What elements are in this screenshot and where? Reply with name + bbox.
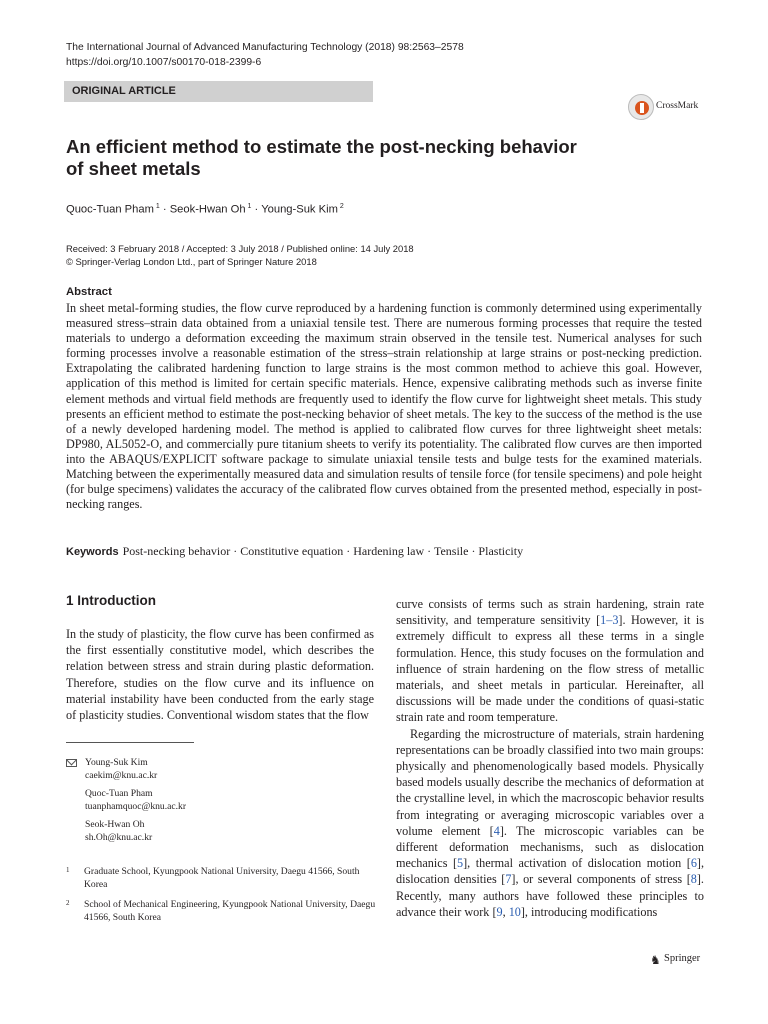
contact-email[interactable]: tuanphamquoc@knu.ac.kr xyxy=(85,800,187,812)
affiliation-text: Graduate School, Kyungpook National University, Daegu 41566, South Korea xyxy=(84,866,360,890)
contact-name: Seok-Hwan Oh xyxy=(85,819,145,831)
citation-link[interactable]: 1–3 xyxy=(600,613,619,628)
keywords xyxy=(66,544,706,559)
article-type-banner: ORIGINAL ARTICLE xyxy=(64,81,373,102)
author-name[interactable]: Seok-Hwan Oh xyxy=(169,203,246,216)
abstract-text: In sheet metal-forming studies, the flow curve reproduced by a hardening function is commonly determined using experimentally measured stress–strain data obtained from a uniaxial tensile test. There are numerous forming processes that require the tested materials to undergo a deformation exceeding the maximum strain observed in the tensile test. Numerical analyses for such forming processes involve a reasonable estimation of the stress–strain relationship at large strains or post-necking prediction. Extrapolating the calibrated hardening function to large strains is the most common method to achieve this goal. However, application of this method is limited for certain specific materials. Hence, expensive calibrating methods such as inverse finite element methods and virtual field methods are frequently used to identify the flow curve for lightweight sheet metals. This study presents an efficient method to estimate the post-necking behavior of sheet metals. The key to the success of the method is the use of a newly developed hardening model. The method is applied to calibrated flow curves for three lightweight sheet metals: DP980, AL5052-O, and commercially pure titanium sheets to verify its potentiality. The calibrated flow curves are then imported into the ABAQUS/EXPLICIT software package to simulate uniaxial tensile tests and bulge tests for the examined materials. Matching between the experimentally measured data and simulation results of tensile force (for tensile specimens) and pole height (for bulge specimens) validates the accuracy of the calibrated flow curves obtained from the presented method, especially in post-necking ranges. xyxy=(66,301,702,512)
contact-email[interactable]: caekim@knu.ac.kr xyxy=(85,769,158,781)
author-list xyxy=(66,203,344,216)
contact-name: Young-Suk Kim xyxy=(85,757,148,768)
affiliation-entry xyxy=(66,866,376,891)
affiliation-text: School of Mechanical Engineering, Kyungpook National University, Daegu 41566, South Korea xyxy=(84,899,376,923)
author-affiliation-mark: 1 xyxy=(155,203,160,210)
springer-horse-icon: ♞ xyxy=(650,953,661,967)
contact-entry xyxy=(66,819,186,844)
affiliation-number: 1 xyxy=(66,866,70,874)
affiliations xyxy=(66,866,376,932)
citation-link[interactable]: 8 xyxy=(690,872,697,887)
contact-name: Quoc-Tuan Pham xyxy=(85,788,153,800)
section-heading-introduction: 1 Introduction xyxy=(66,593,156,608)
citation-link[interactable]: 5 xyxy=(457,856,464,871)
citation-link[interactable]: 6 xyxy=(690,856,697,871)
envelope-icon xyxy=(66,759,77,767)
contact-email[interactable]: sh.Oh@knu.ac.kr xyxy=(85,831,153,843)
citation-link[interactable]: 10 xyxy=(508,904,521,919)
journal-citation: The International Journal of Advanced Manufacturing Technology (2018) 98:2563–2578 xyxy=(66,42,464,53)
contact-entry xyxy=(66,757,186,782)
copyright-notice: © Springer-Verlag London Ltd., part of Springer Nature 2018 xyxy=(66,256,317,267)
author-affiliation-mark: 2 xyxy=(339,203,344,210)
author-name[interactable]: Quoc-Tuan Pham xyxy=(66,203,154,216)
author-name[interactable]: Young-Suk Kim xyxy=(261,203,338,216)
citation-link[interactable]: 4 xyxy=(493,823,500,838)
affiliation-entry xyxy=(66,899,376,924)
body-column-right xyxy=(396,596,704,920)
body-column-left xyxy=(66,626,374,723)
affiliation-number: 2 xyxy=(66,899,70,908)
footnote-divider xyxy=(66,742,194,743)
author-affiliation-mark: 1 xyxy=(247,203,252,210)
paragraph: Regarding the microstructure of materials, strain hardening representations can be broadly classified into two main groups: physically and phenomenologically based models. Physically based models usually describe the mechanics of deformation at the crystalline level, in which the macroscopic behavior results from integrating or averaging microscopic variables over a volume element [4]. The microscopic variables can be different deformation mechanisms, such as dislocation mechanics [5], thermal activation of dislocation motion [6], dislocation densities [7], or several components of stress [8]. Recently, many authors have followed these principles to advance their work [9, 10], introducing modifications xyxy=(396,726,705,919)
citation-link[interactable]: 9 xyxy=(496,904,503,919)
crossmark-label: CrossMark xyxy=(656,101,699,111)
author-separator: · xyxy=(254,203,259,216)
corresponding-contacts xyxy=(66,757,186,851)
keywords-list: Post-necking behavior · Constitutive equation · Hardening law · Tensile · Plasticity xyxy=(122,544,524,558)
crossmark-badge[interactable] xyxy=(628,93,708,121)
author-separator: · xyxy=(162,203,167,216)
keywords-label: Keywords xyxy=(66,546,119,558)
abstract-heading: Abstract xyxy=(66,286,112,298)
crossmark-icon xyxy=(628,94,654,120)
citation-link[interactable]: 7 xyxy=(505,872,512,887)
publisher-name: Springer xyxy=(664,953,701,964)
contact-entry xyxy=(66,788,186,813)
article-title: An efficient method to estimate the post-necking behavior of sheet metals xyxy=(66,136,577,179)
publication-dates: Received: 3 February 2018 / Accepted: 3 July 2018 / Published online: 14 July 2018 xyxy=(66,243,414,254)
paragraph: In the study of plasticity, the flow curve has been confirmed as the first essentially constitutive model, which describes the relation between stress and strain during plastic deformation. Therefore, studies on the flow curve and its influence on material instability have been conducted from the early stage of plasticity studies. Conventional wisdom states that the flow xyxy=(66,627,374,723)
paragraph: curve consists of terms such as strain hardening, strain rate sensitivity, and temperature sensitivity [1–3]. However, it is extremely difficult to express all these terms in a single formulation. Hence, this study focuses on the formulation and influence of strain hardening on the flow stress of metallic materials, and sheet metals in particular. Hereinafter, all discussions will be made under the conditions of quasi-static strain rate and room temperature. xyxy=(396,597,704,725)
doi-link[interactable]: https://doi.org/10.1007/s00170-018-2399-6 xyxy=(66,57,262,68)
